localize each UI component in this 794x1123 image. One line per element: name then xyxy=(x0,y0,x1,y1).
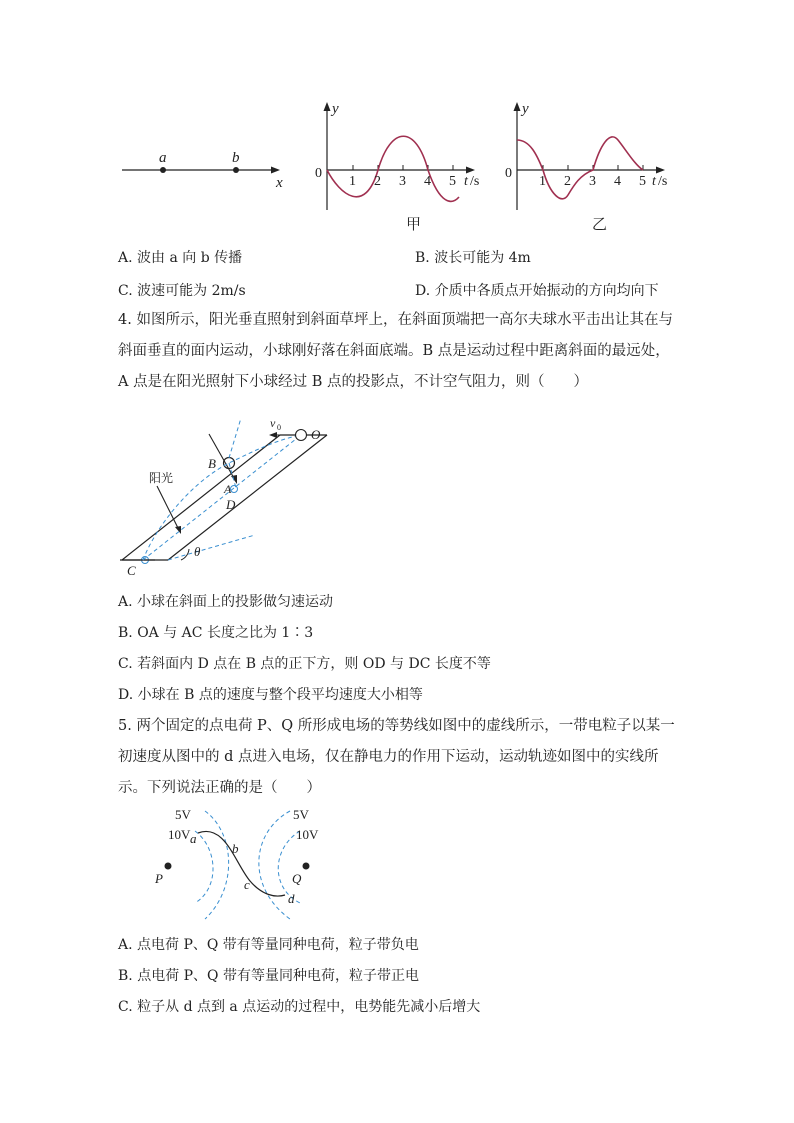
axis-t-unit: /s xyxy=(658,174,668,189)
label-q: Q xyxy=(292,871,302,886)
label-sunlight: 阳光 xyxy=(149,471,174,485)
tick-label: 2 xyxy=(564,174,571,189)
label-right-10v: 10V xyxy=(296,827,319,842)
point-b xyxy=(233,167,239,173)
q5-option-b: B. 点电荷 P、Q 带有等量同种电荷，粒子带正电 xyxy=(118,968,419,984)
q3-option-b: B. 波长可能为 4m xyxy=(415,250,531,266)
q3-figures xyxy=(110,95,690,245)
label-theta: θ xyxy=(194,544,201,559)
label-p: P xyxy=(155,871,163,886)
label-b: B xyxy=(208,456,216,471)
tick-label: 5 xyxy=(449,174,456,189)
tick-label: 3 xyxy=(589,174,596,189)
q4-option-c: C. 若斜面内 D 点在 B 点的正下方，则 OD 与 DC 长度不等 xyxy=(118,656,491,672)
wave-line-figure xyxy=(122,150,283,191)
axis-y-label: y xyxy=(522,101,529,117)
tick-label: 1 xyxy=(539,174,546,189)
label-right-5v: 5V xyxy=(293,807,309,822)
particle-trajectory xyxy=(198,831,285,896)
label-left-5v: 5V xyxy=(175,807,191,822)
q5-option-a: A. 点电荷 P、Q 带有等量同种电荷，粒子带负电 xyxy=(118,937,419,953)
q5-option-c: C. 粒子从 d 点到 a 点运动的过程中，电势能先减小后增大 xyxy=(118,999,481,1015)
curve-jia xyxy=(327,136,459,201)
charge-p xyxy=(165,863,172,870)
label-left-10v: 10V xyxy=(168,827,191,842)
axis-y-label: y xyxy=(332,101,339,117)
q5-figure xyxy=(150,803,330,923)
tick-label: 2 xyxy=(374,174,381,189)
q3-option-c: C. 波速可能为 2m/s xyxy=(118,283,246,299)
label-c: C xyxy=(127,563,136,578)
q4-option-d: D. 小球在 B 点的速度与整个段平均速度大小相等 xyxy=(118,687,423,703)
tick-label: 4 xyxy=(614,174,621,189)
label-a: a xyxy=(159,150,167,166)
point-a xyxy=(160,167,166,173)
axis-t-unit: /s xyxy=(470,174,480,189)
tick-label: 4 xyxy=(424,174,431,189)
caption-yi: 乙 xyxy=(592,217,608,233)
tick-label: 3 xyxy=(399,174,406,189)
label-d: d xyxy=(288,891,295,906)
label-o: O xyxy=(311,427,321,442)
q4-option-b: B. OA 与 AC 长度之比为 1∶3 xyxy=(118,625,314,641)
charge-q xyxy=(303,863,310,870)
label-b: b xyxy=(232,841,239,856)
axis-t-label: t xyxy=(652,174,656,189)
graph-jia xyxy=(315,101,479,233)
origin-label: 0 xyxy=(315,166,322,181)
tick-label: 5 xyxy=(639,174,646,189)
label-c: c xyxy=(244,877,250,892)
label-v0: v xyxy=(270,418,276,430)
caption-jia: 甲 xyxy=(406,217,422,233)
tick-label: 1 xyxy=(349,174,356,189)
q4-incline xyxy=(115,418,335,583)
label-a: a xyxy=(190,831,197,846)
q4-option-a: A. 小球在斜面上的投影做匀速运动 xyxy=(118,594,334,610)
label-d: D xyxy=(226,497,236,512)
graph-yi xyxy=(505,101,667,233)
label-v0-sub: 0 xyxy=(277,423,281,432)
origin-label: 0 xyxy=(505,166,512,181)
q3-option-d: D. 介质中各质点开始振动的方向均向下 xyxy=(415,283,659,299)
label-x: x xyxy=(276,175,283,191)
q4-stem: 4. 如图所示，阳光垂直照射到斜面草坪上，在斜面顶端把一高尔夫球水平击出让其在与斜面垂直的面内运动，小球刚好落在斜面底端。B 点是运动过程中距离斜面的最远处，A 点是在阳光照射下小球经过 B 点的投影点，不计空气阻力，则（ ） xyxy=(118,312,673,390)
q5-stem: 5. 两个固定的点电荷 P、Q 所形成电场的等势线如图中的虚线所示，一带电粒子以某一初速度从图中的 d 点进入电场，仅在静电力的作用下运动，运动轨迹如图中的实线所示。下列说法正确的是（ ） xyxy=(118,718,675,796)
curve-yi xyxy=(517,137,643,199)
axis-t-label: t xyxy=(464,174,468,189)
label-a: A xyxy=(224,482,232,496)
q3-option-a: A. 波由 a 向 b 传播 xyxy=(118,250,243,266)
label-b: b xyxy=(232,150,240,166)
